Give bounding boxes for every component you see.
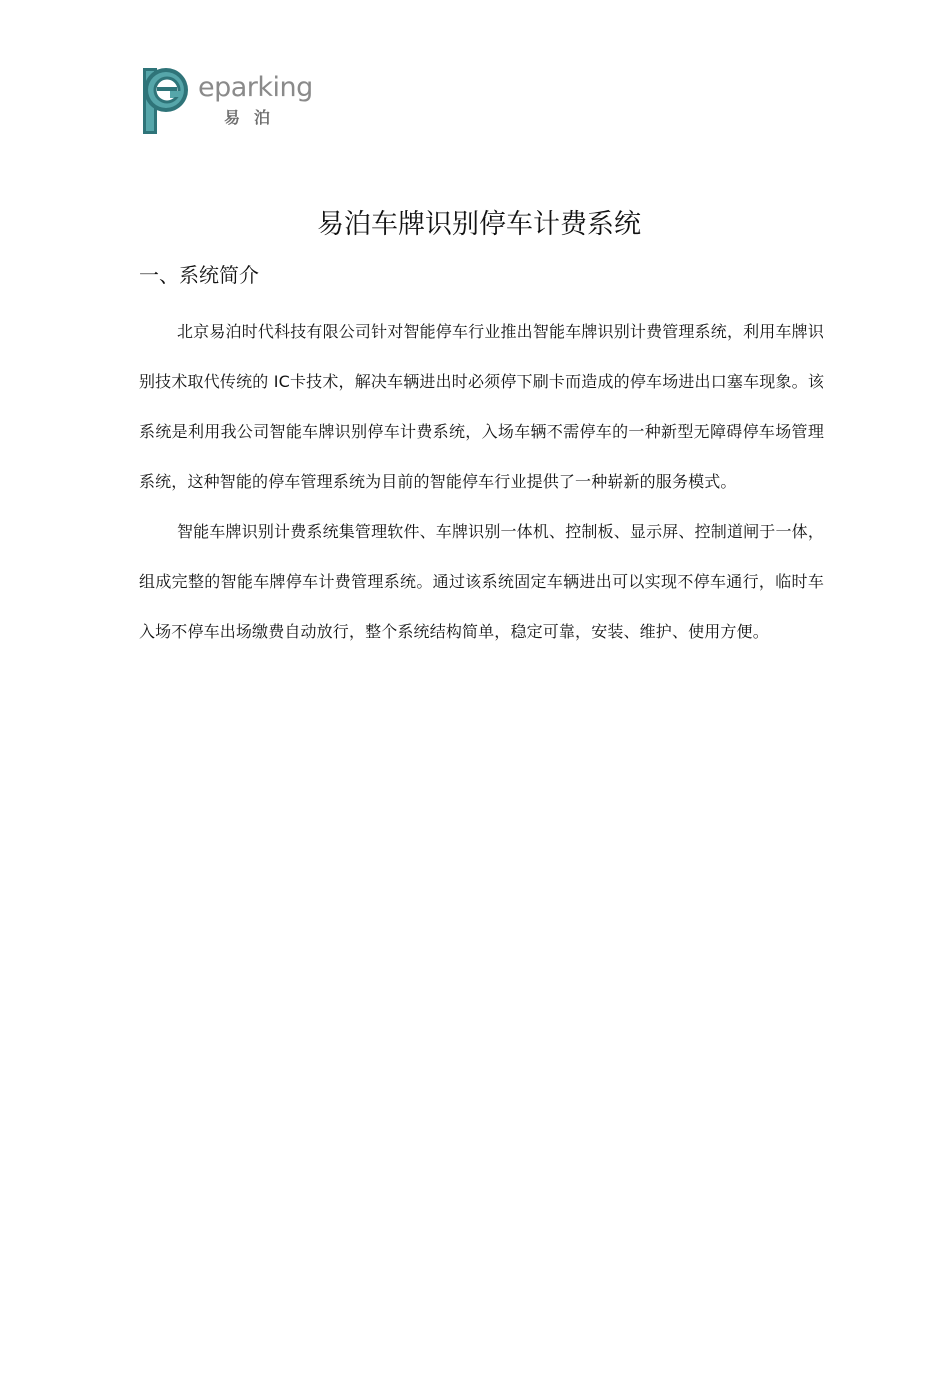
section-heading: 一、系统简介: [139, 263, 259, 287]
brand-chinese-name: 易泊: [224, 108, 285, 127]
document-title: 易泊车牌识别停车计费系统: [317, 209, 641, 240]
eparking-logo: [140, 66, 313, 138]
brand-wordmark: eparking: [198, 72, 313, 103]
paragraph-2: 智能车牌识别计费系统集管理软件、车牌识别一体机、控制板、显示屏、控制道闸于一体，组成完整的智能车牌停车计费管理系统。通过该系统固定车辆进出可以实现不停车通行，临时车入场不停车出场缴费自动放行，整个系统结构简单，稳定可靠，安装、维护、使用方便。: [139, 522, 824, 641]
eparking-p-logo-icon: [140, 66, 192, 136]
section-body: [139, 307, 824, 657]
paragraph-1: 北京易泊时代科技有限公司针对智能停车行业推出智能车牌识别计费管理系统，利用车牌识别技术取代传统的 IC卡技术，解决车辆进出时必须停下刷卡而造成的停车场进出口塞车现象。该系统是利用我公司智能车牌识别停车计费系统，入场车辆不需停车的一种新型无障碍停车场管理系统，这种智能的停车管理系统为目前的智能停车行业提供了一种崭新的服务模式。: [139, 322, 824, 491]
